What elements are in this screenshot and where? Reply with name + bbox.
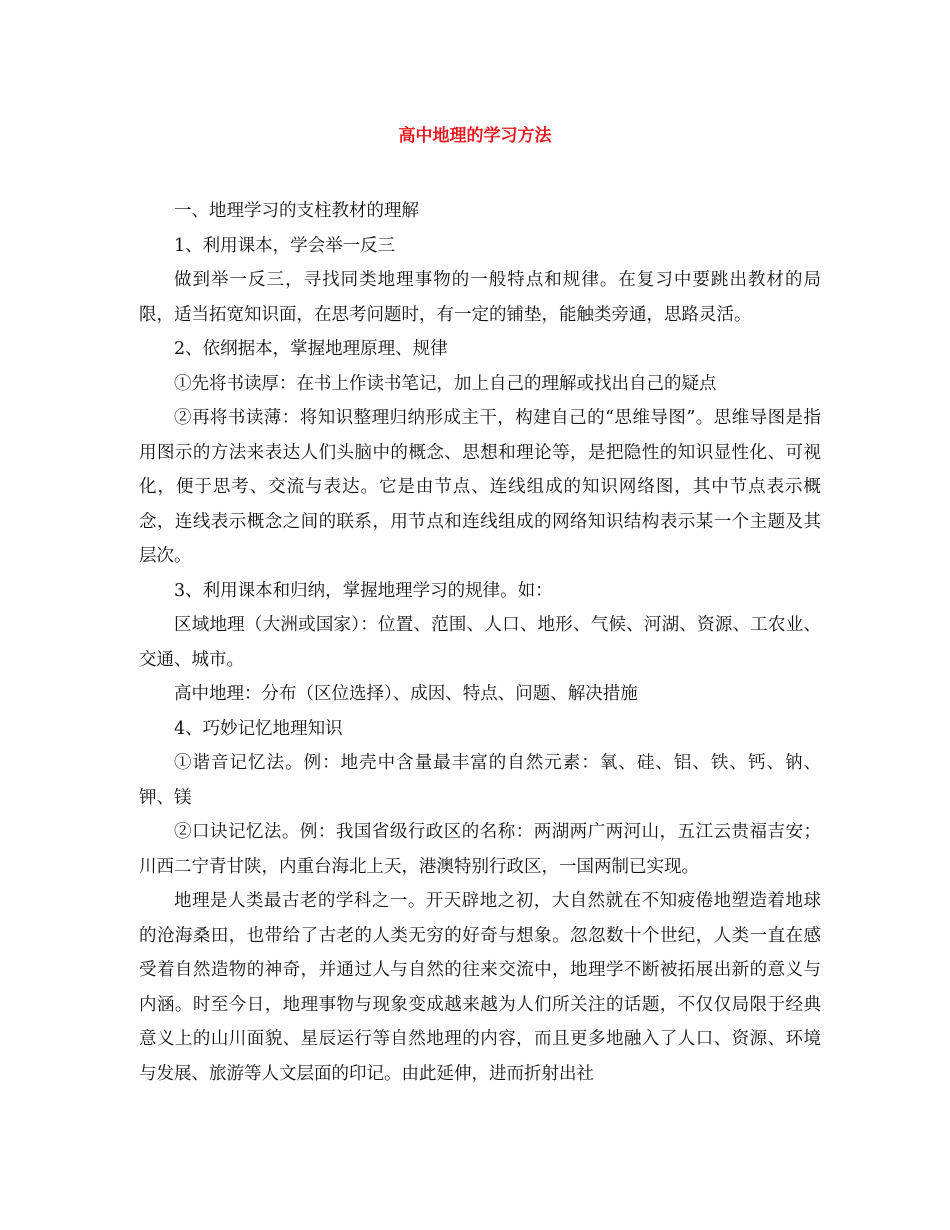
paragraph: ②口诀记忆法。例：我国省级行政区的名称：两湖两广两河山，五江云贵福吉安；川西二宁青甘陕，内重台海北上天，港澳特别行政区，一国两制已实现。 — [139, 822, 821, 877]
paragraph: ②再将书读薄：将知识整理归纳形成主干，构建自己的“思维导图”。思维导图是指用图示的方法来表达人们头脑中的概念、思想和理论等，是把隐性的知识显性化、可视化，便于思考、交流与表达。它是由节点、连线组成的知识网络图，其中节点表示概念，连线表示概念之间的联系，用节点和连线组成的网络知识结构表示某一个主题及其层次。 — [139, 408, 821, 566]
paragraph: 高中地理：分布（区位选择）、成因、特点、问题、解决措施 — [174, 684, 638, 704]
subheading-3: 3、利用课本和归纳，掌握地理学习的规律。如： — [174, 580, 553, 601]
paragraph: ①谐音记忆法。例：地壳中含量最丰富的自然元素：氧、硅、铝、铁、钙、钠、钾、镁 — [139, 753, 821, 808]
paragraph: 做到举一反三，寻找同类地理事物的一般特点和规律。在复习中要跳出教材的局限，适当拓宽知识面，在思考问题时，有一定的铺垫，能触类旁通，思路灵活。 — [139, 270, 821, 325]
subheading-2: 2、依纲据本，掌握地理原理、规律 — [174, 339, 448, 359]
section-heading-1: 一、地理学习的支柱教材的理解 — [174, 201, 419, 221]
paragraph: 地理是人类最古老的学科之一。开天辟地之初，大自然就在不知疲倦地塑造着地球的沧海桑田，也带给了古老的人类无穷的好奇与想象。忽忽数十个世纪，人类一直在感受着自然造物的神奇，并通过人与自然的往来交流中，地理学不断被拓展出新的意义与内涵。时至今日，地理事物与现象变成越来越为人们所关注的话题，不仅仅局限于经典意义上的山川面貌、星辰运行等自然地理的内容，而且更多地融入了人口、资源、环境与发展、旅游等人文层面的印记。由此延伸，进而折射出社 — [139, 891, 821, 1084]
document-body — [139, 194, 821, 1091]
paragraph: ①先将书读厚：在书上作读书笔记，加上自己的理解或找出自己的疑点 — [174, 373, 717, 394]
subheading-4: 4、巧妙记忆地理知识 — [174, 718, 343, 739]
paragraph: 区域地理（大洲或国家）：位置、范围、人口、地形、气候、河湖、资源、工农业、交通、城市。 — [139, 615, 821, 670]
document-title: 高中地理的学习方法 — [398, 126, 552, 146]
subheading-1: 1、利用课本，学会举一反三 — [174, 235, 396, 256]
